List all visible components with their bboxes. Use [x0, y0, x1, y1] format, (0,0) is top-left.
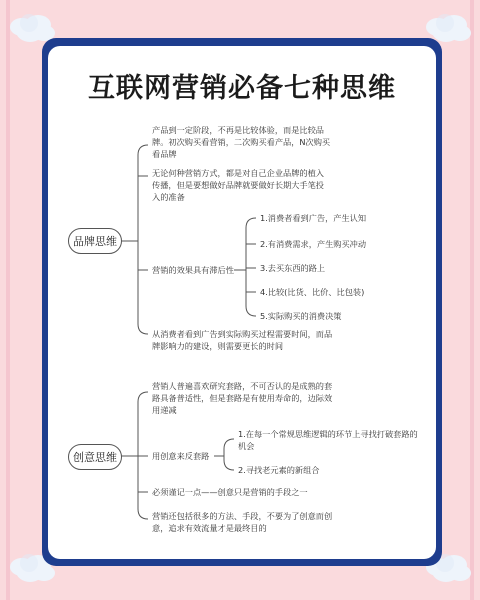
creative-item-2: 用创意来反套路 — [152, 451, 210, 461]
creative-item-3: 必须谨记一点——创意只是营销的手段之一 — [152, 487, 308, 497]
cloud-decoration — [16, 20, 44, 42]
cloud-decoration — [432, 20, 460, 42]
brand-item-2: 无论何种营销方式，都是对自己企业品牌的植入传播，但是要想做好品牌就要做好长期大手笔投入的准备 — [152, 168, 324, 202]
brand-thinking-node: 品牌思维 — [68, 228, 122, 254]
lag-step-2: 2.有消费需求，产生购买冲动 — [260, 239, 367, 249]
connector-lines — [48, 46, 436, 559]
lag-step-5: 5.实际购买的消费决策 — [260, 311, 342, 321]
background-stripe — [470, 0, 474, 600]
background-stripe — [6, 0, 10, 600]
lag-step-4: 4.比较(比货、比价、比包装) — [260, 287, 365, 297]
brand-item-4: 从消费者看到广告到实际购买过程需要时间，而品牌影响力的建设，则需要更长的时间 — [152, 329, 333, 351]
page-title: 互联网营销必备七种思维 — [88, 73, 396, 104]
creative-item-4: 营销还包括很多的方法、手段，不要为了创意而创意，追求有效流量才是最终目的 — [152, 511, 333, 533]
brand-item-3: 营销的效果具有滞后性 — [152, 265, 234, 275]
anti-routine-2: 2.寻找老元素的新组合 — [238, 465, 320, 475]
brand-item-1: 产品到一定阶段，不再是比较体验，而是比较品牌。初次购买看营销，二次购买看产品，N次购买看品牌 — [152, 125, 331, 159]
mindmap-card — [48, 46, 436, 559]
anti-routine-1: 1.在每一个常规思维逻辑的环节上寻找打破套路的机会 — [238, 429, 418, 451]
creative-thinking-node: 创意思维 — [68, 444, 122, 470]
lag-step-3: 3.去买东西的路上 — [260, 263, 326, 273]
lag-step-1: 1.消费者看到广告，产生认知 — [260, 213, 367, 223]
cloud-decoration — [16, 560, 44, 582]
creative-item-1: 营销人普遍喜欢研究套路，不可否认的是成熟的套路具备普适性，但是套路是有使用寿命的，边际效用递减 — [152, 381, 333, 415]
